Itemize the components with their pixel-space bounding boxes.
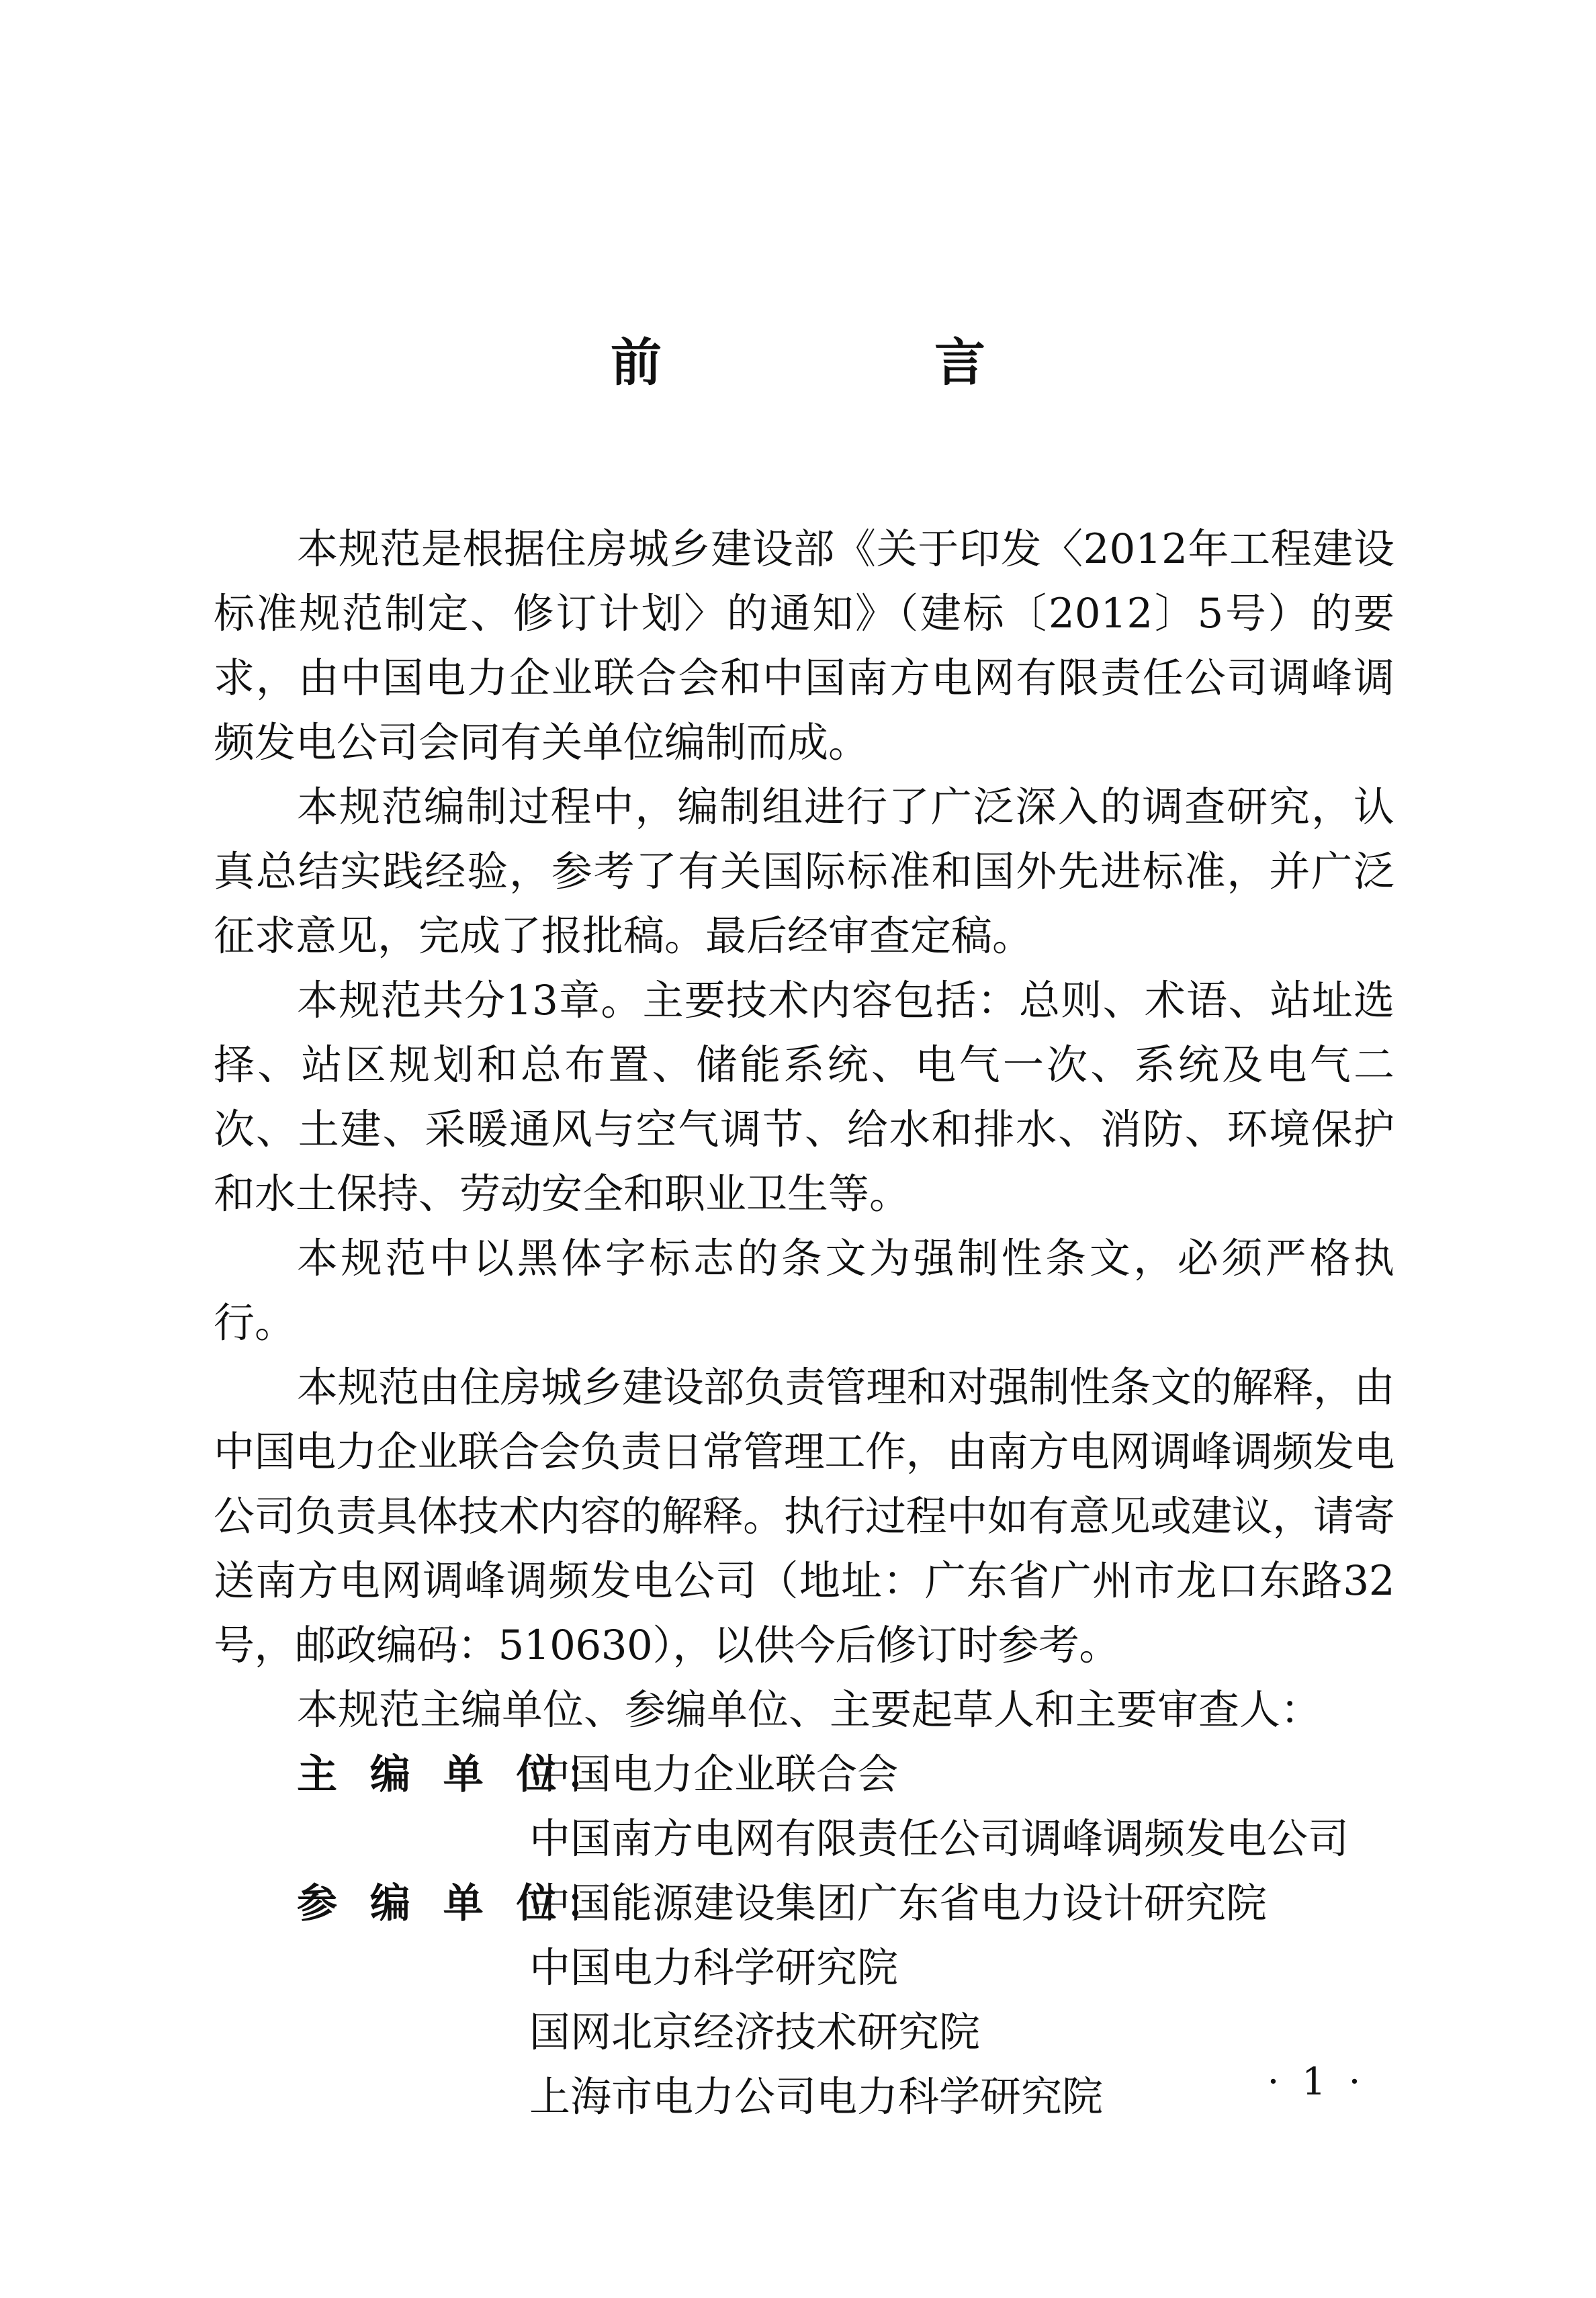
paragraph-1: 本规范是根据住房城乡建设部《关于印发〈2012年工程建设标准规范制定、修订计划〉的通知》（建标〔2012〕5号）的要求，由中国电力企业联合会和中国南方电网有限责任公司调峰调频发电公司会同有关单位编制而成。 bbox=[214, 525, 1394, 766]
paragraph-3: 本规范共分13章。主要技术内容包括：总则、术语、站址选择、站区规划和总布置、储能系统、电气一次、系统及电气二次、土建、采暖通风与空气调节、给水和排水、消防、环境保护和水土保持、劳动安全和职业卫生等。 bbox=[214, 977, 1394, 1218]
chief-editor-row bbox=[214, 1742, 1394, 1871]
paragraph-5: 本规范由住房城乡建设部负责管理和对强制性条文的解释，由中国电力企业联合会负责日常管理工作，由南方电网调峰调频发电公司负责具体技术内容的解释。执行过程中如有意见或建议，请寄送南方电网调峰调频发电公司（地址：广东省广州市龙口东路32号，邮政编码：510630），以供今后修订时参考。 bbox=[214, 1364, 1394, 1669]
co-editor-unit: 中国能源建设集团广东省电力设计研究院 bbox=[529, 1880, 1268, 1927]
paragraph-6: 本规范主编单位、参编单位、主要起草人和主要审查人： bbox=[297, 1686, 1322, 1734]
chief-editor-units bbox=[529, 1742, 1394, 1871]
page-title: 前 言 bbox=[611, 333, 1096, 392]
page-number: · 1 · bbox=[1267, 2060, 1366, 2104]
co-editor-unit: 中国电力科学研究院 bbox=[529, 1944, 899, 1992]
co-editor-label: 参 编 单 位： bbox=[297, 1880, 616, 1927]
paragraph-4: 本规范中以黑体字标志的条文为强制性条文，必须严格执行。 bbox=[214, 1235, 1394, 1347]
co-editor-unit: 国网北京经济技术研究院 bbox=[529, 2008, 981, 2056]
chief-editor-unit: 中国南方电网有限责任公司调峰调频发电公司 bbox=[529, 1815, 1349, 1863]
chief-editor-unit: 中国电力企业联合会 bbox=[529, 1751, 899, 1798]
chief-editor-label: 主 编 单 位： bbox=[297, 1751, 616, 1798]
co-editor-row bbox=[214, 1871, 1394, 2129]
co-editor-unit: 上海市电力公司电力科学研究院 bbox=[529, 2073, 1104, 2121]
paragraph-2: 本规范编制过程中，编制组进行了广泛深入的调查研究，认真总结实践经验，参考了有关国际标准和国外先进标准，并广泛征求意见，完成了报批稿。最后经审查定稿。 bbox=[214, 783, 1394, 960]
preface-body bbox=[214, 517, 1394, 2129]
